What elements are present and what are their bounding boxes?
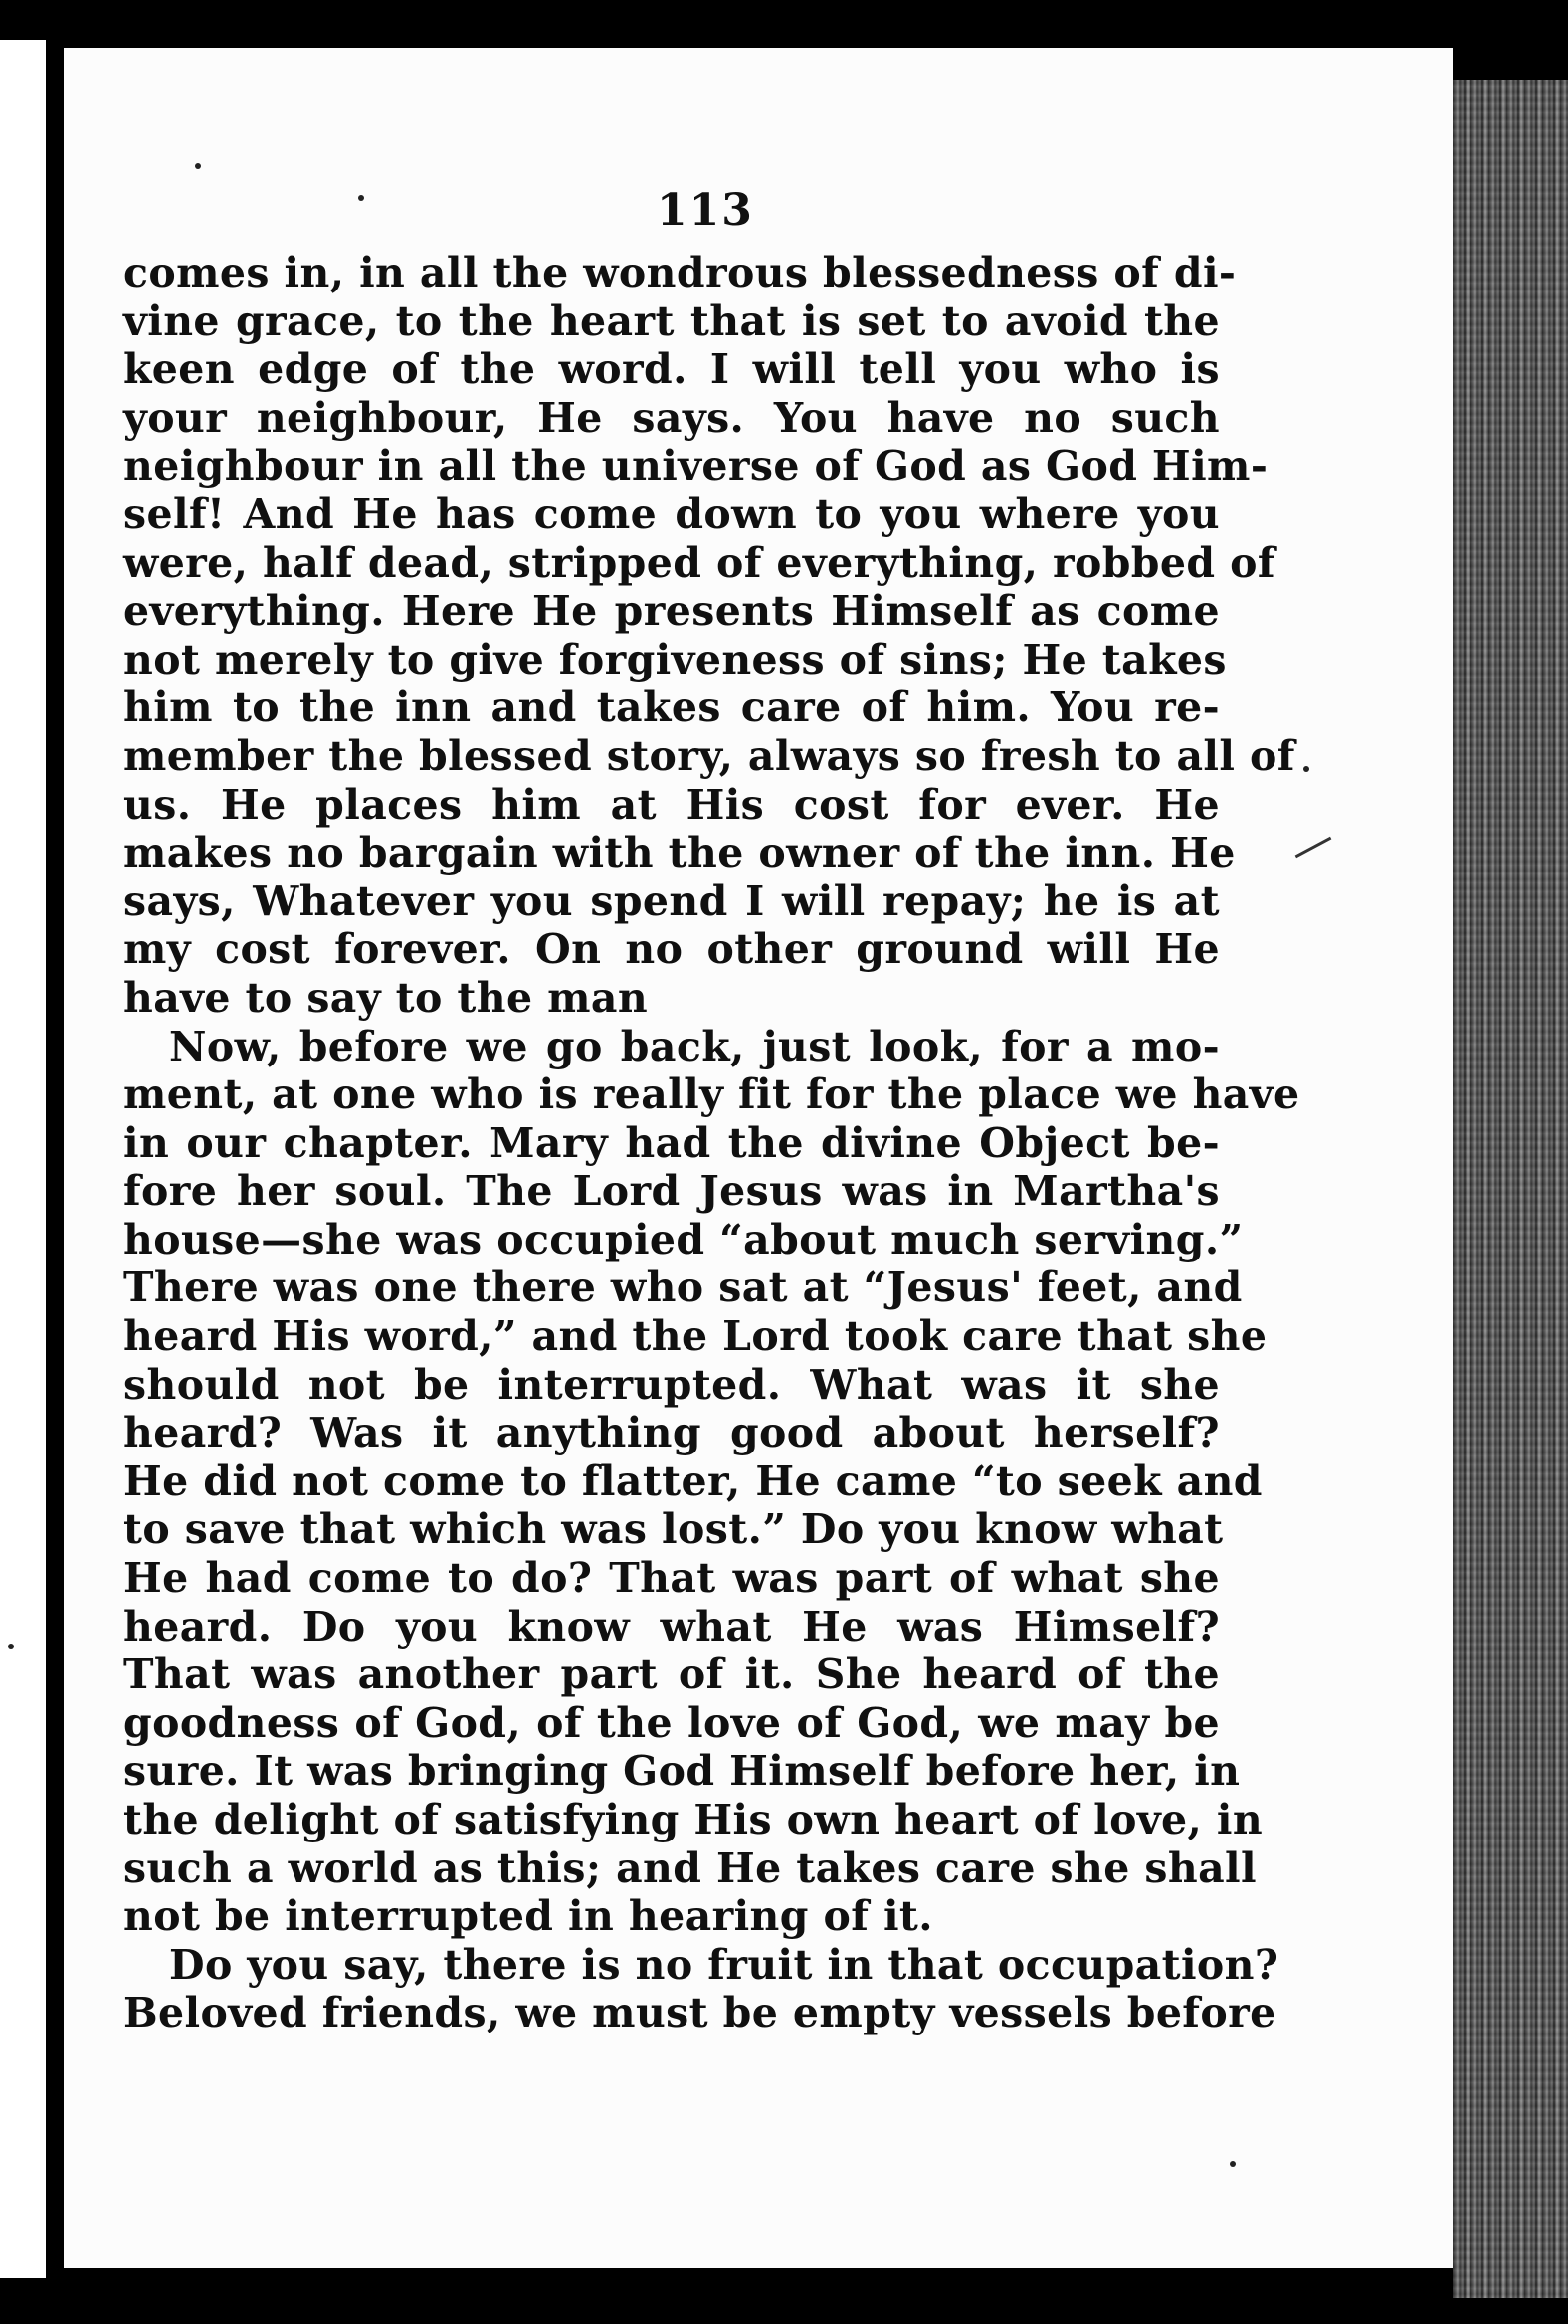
text-line: heard? Was it anything good about herself? [123, 1409, 1220, 1457]
text-line: goodness of God, of the love of God, we may be [123, 1698, 1220, 1747]
text-line: should not be interrupted. What was it she [123, 1360, 1220, 1409]
text-line: everything. Here He presents Himself as come [123, 587, 1220, 636]
text-line: in our chapter. Mary had the divine Object be- [123, 1118, 1220, 1167]
text-line: such a world as this; and He takes care she shall [123, 1843, 1257, 1892]
text-line: us. He places him at His cost for ever. He [123, 780, 1220, 829]
body-text [123, 249, 1300, 2037]
speck-mark [358, 195, 364, 201]
text-line: He had come to do? That was part of what she [123, 1554, 1220, 1603]
text-line: ment, at one who is really fit for the place we have [123, 1070, 1300, 1119]
paragraph-last-line: not be interrupted in hearing of it. [123, 1892, 933, 1941]
previous-page-edge [0, 40, 46, 2278]
speck-mark [8, 1644, 14, 1649]
text-line: makes no bargain with the owner of the inn. He [123, 829, 1236, 877]
text-line: member the blessed story, always so fresh to all of [123, 731, 1295, 780]
page-edge-stack [1453, 80, 1568, 2298]
text-line: self! And He has come down to you where you [123, 489, 1220, 538]
text-line: to save that which was lost.” Do you know what [123, 1505, 1224, 1554]
text-line: house—she was occupied “about much serving.” [123, 1215, 1244, 1263]
paragraph-first-line: Do you say, there is no fruit in that occupation? [169, 1940, 1279, 1989]
text-line: neighbour in all the universe of God as God Him- [123, 442, 1269, 490]
text-line: Beloved friends, we must be empty vessels before [123, 1989, 1276, 2037]
text-line: He did not come to flatter, He came “to seek and [123, 1456, 1263, 1505]
paragraph-first-line: Now, before we go back, just look, for a mo- [169, 1022, 1220, 1070]
page-number: 113 [657, 185, 754, 236]
text-line: fore her soul. The Lord Jesus was in Martha's [123, 1167, 1220, 1216]
text-line: comes in, in all the wondrous blessedness of di- [123, 249, 1237, 296]
text-line: keen edge of the word. I will tell you who is [123, 345, 1220, 394]
text-line: heard His word,” and the Lord took care that she [123, 1312, 1268, 1361]
speck-mark [1230, 2161, 1236, 2167]
text-line: not merely to give forgiveness of sins; He takes [123, 635, 1227, 683]
text-line: That was another part of it. She heard of the [123, 1650, 1220, 1699]
text-line: were, half dead, stripped of everything, robbed of [123, 538, 1275, 587]
text-line: There was one there who sat at “Jesus' feet, and [123, 1263, 1243, 1312]
text-line: my cost forever. On no other ground will He [123, 925, 1220, 974]
paragraph-last-line: have to say to the man [123, 973, 649, 1022]
speck-mark [195, 163, 201, 169]
speck-mark [1303, 766, 1309, 772]
text-line: him to the inn and takes care of him. You re- [123, 683, 1220, 732]
text-line: vine grace, to the heart that is set to avoid the [123, 296, 1220, 345]
text-line: the delight of satisfying His own heart of love, in [123, 1796, 1264, 1843]
text-line: heard. Do you know what He was Himself? [123, 1602, 1220, 1650]
text-line: says, Whatever you spend I will repay; he is at [123, 876, 1220, 925]
text-line: sure. It was bringing God Himself before her, in [123, 1747, 1241, 1796]
text-line: your neighbour, He says. You have no such [123, 393, 1220, 442]
